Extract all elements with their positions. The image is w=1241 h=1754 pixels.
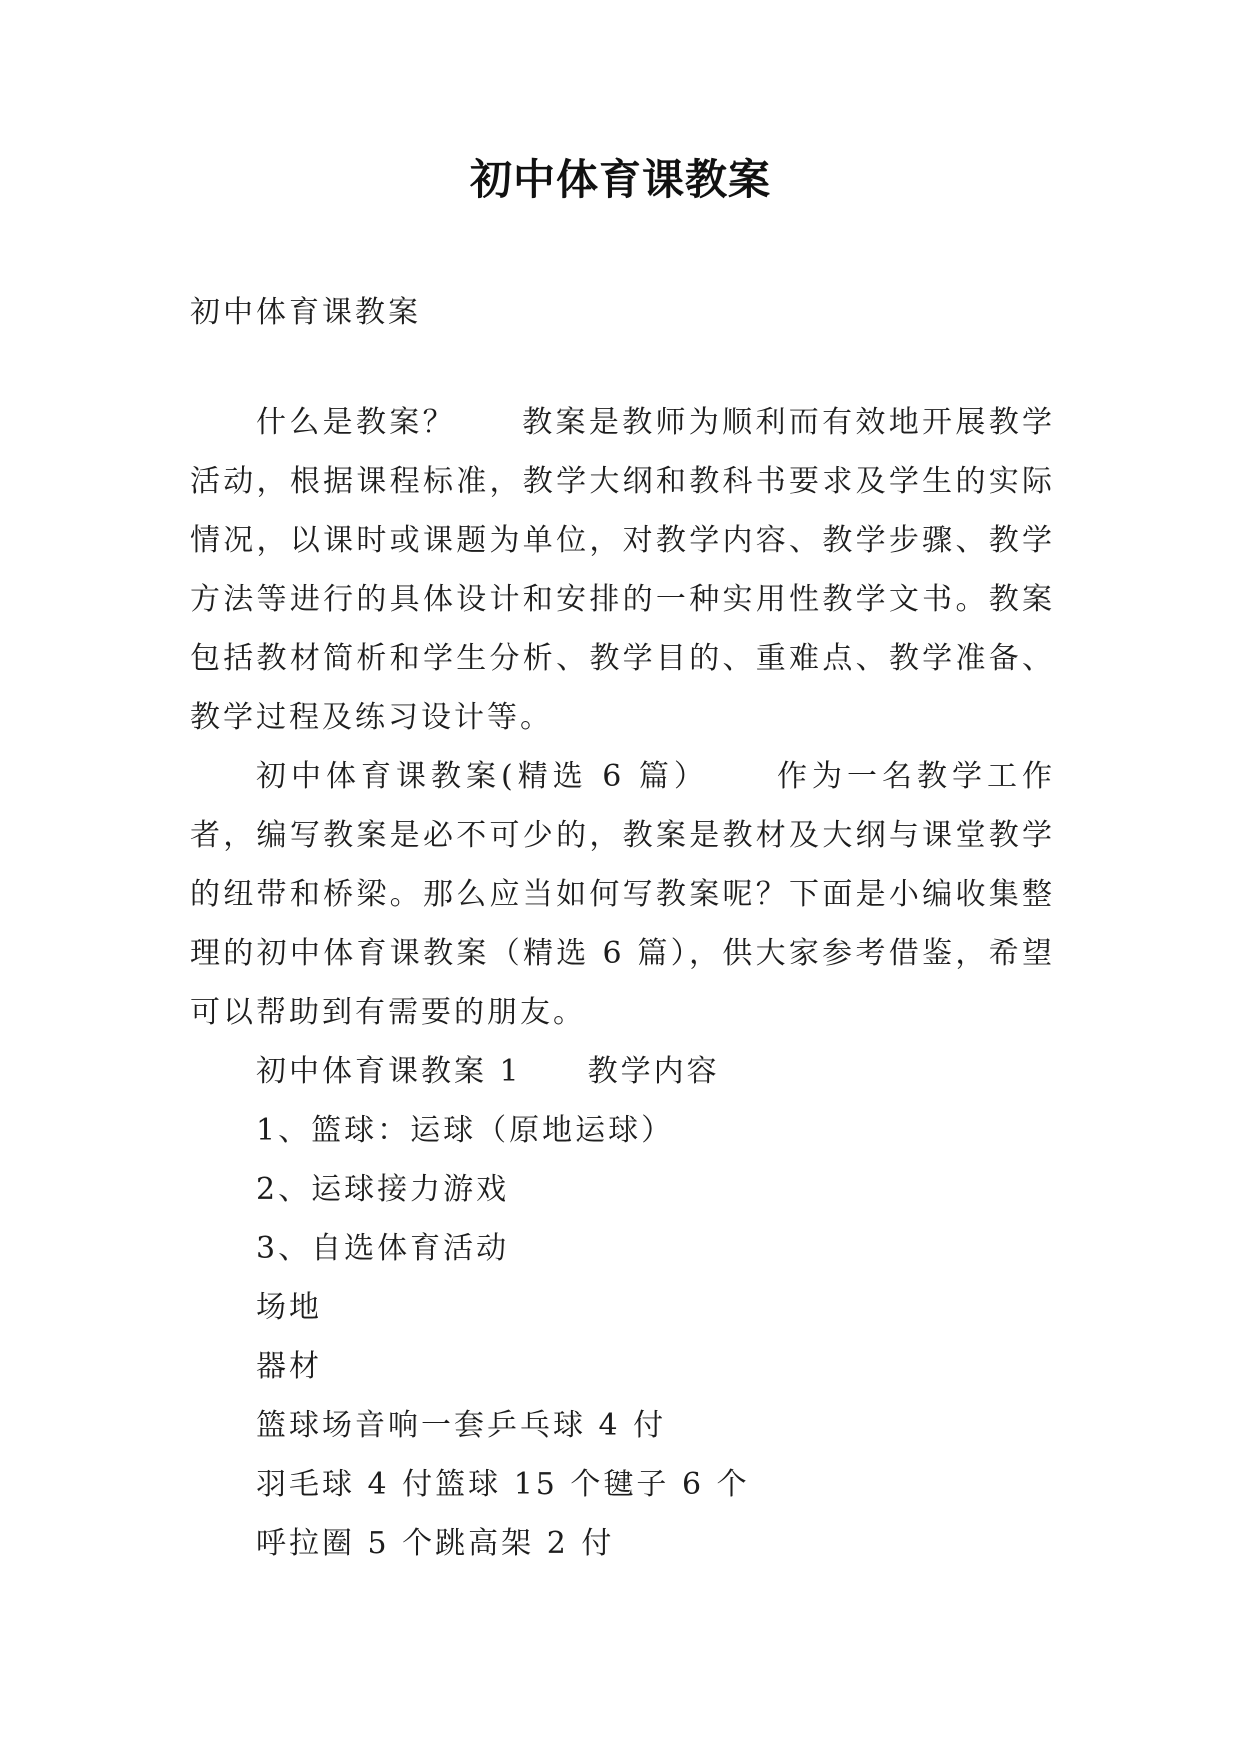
intro-question: 什么是教案？ <box>256 405 456 440</box>
venue-label: 场地 <box>256 1290 322 1325</box>
equipment-line: 羽毛球 4 付篮球 15 个毽子 6 个 <box>256 1467 750 1502</box>
collection-text: 作为一名教学工作者，编写教案是必不可少的，教案是教材及大纲与课堂教学的纽带和桥梁。那么应当如何写教案呢？下面是小编收集整理的初中体育课教案（精选 6 篇），供大家参考借鉴，希望可以帮助到有需要的朋友。 <box>190 759 1055 1030</box>
collection-paragraph <box>190 747 1055 1042</box>
intro-paragraph <box>190 393 1055 747</box>
list-item: 3、自选体育活动 <box>256 1231 510 1266</box>
equipment-line: 篮球场音响一套乒乓球 4 付 <box>256 1408 667 1443</box>
list-item: 1、篮球：运球（原地运球） <box>256 1113 675 1148</box>
document-title: 初中体育课教案 <box>469 155 771 204</box>
lesson-heading-line <box>190 1042 1055 1101</box>
intro-text: 教案是教师为顺利而有效地开展教学活动，根据课程标准，教学大纲和教科书要求及学生的实际情况，以课时或课题为单位，对教学内容、教学步骤、教学方法等进行的具体设计和安排的一种实用性教学文书。教案包括教材简析和学生分析、教学目的、重难点、教学准备、教学过程及练习设计等。 <box>190 405 1056 735</box>
equipment-line: 呼拉圈 5 个跳高架 2 付 <box>256 1526 615 1561</box>
lesson-subheading: 教学内容 <box>587 1054 720 1089</box>
lesson-heading: 初中体育课教案 1 <box>256 1054 522 1089</box>
spacer <box>190 343 1055 393</box>
collection-heading: 初中体育课教案(精选 6 篇） <box>256 759 709 794</box>
document-body <box>190 283 1055 1573</box>
document-subtitle: 初中体育课教案 <box>190 295 421 330</box>
list-item: 2、运球接力游戏 <box>256 1172 510 1207</box>
equipment-label: 器材 <box>256 1349 322 1384</box>
